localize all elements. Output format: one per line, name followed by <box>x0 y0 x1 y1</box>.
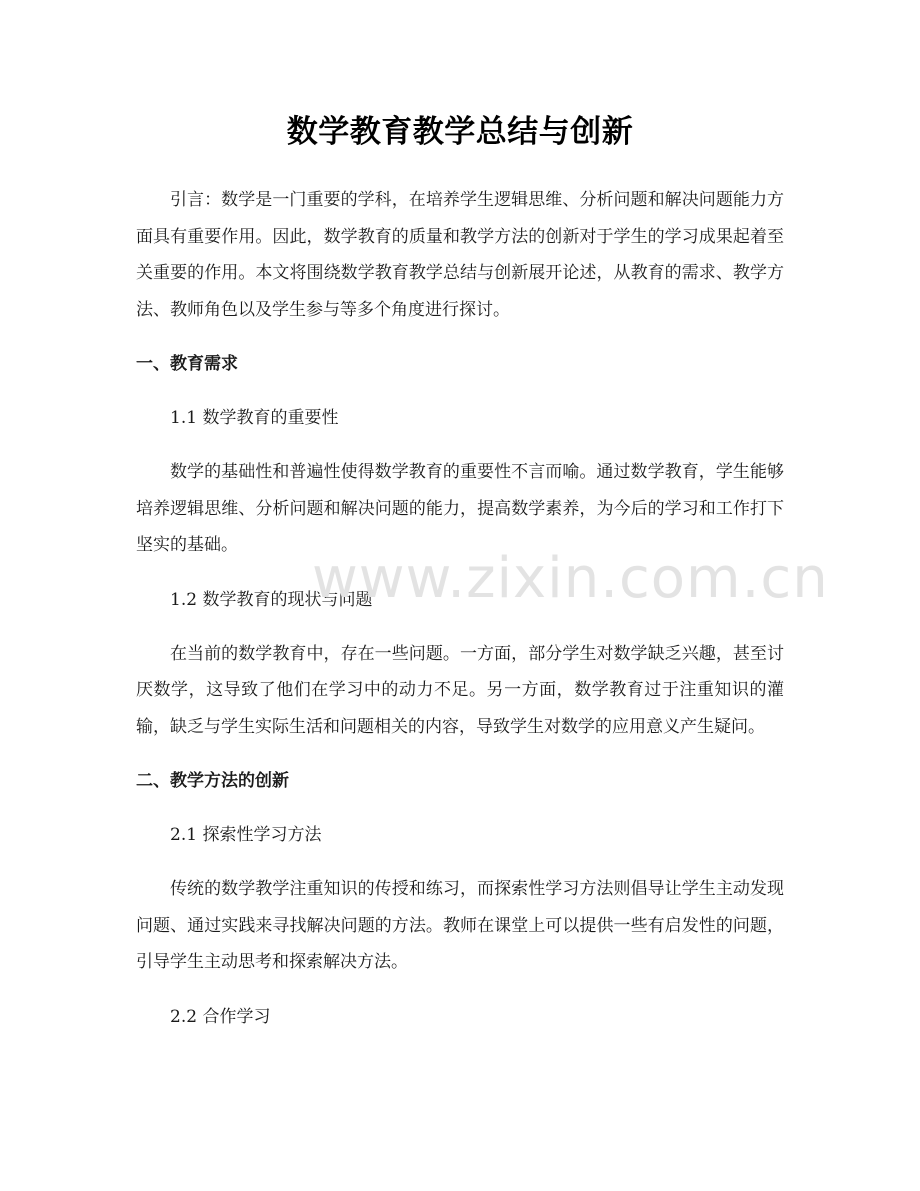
paragraph-importance: 数学的基础性和普遍性使得数学教育的重要性不言而喻。通过数学教育，学生能够培养逻辑思维、分析问题和解决问题的能力，提高数学素养，为今后的学习和工作打下坚实的基础。 <box>136 462 784 555</box>
subsection-heading-exploratory-learning: 2.1 探索性学习方法 <box>170 825 322 845</box>
paragraph-exploratory-learning: 传统的数学教学注重知识的传授和练习，而探索性学习方法则倡导让学生主动发现问题、通过实践来寻找解决问题的方法。教师在课堂上可以提供一些有启发性的问题，引导学生主动思考和探索解决方法。 <box>136 879 784 972</box>
paragraph-status-problems: 在当前的数学教育中，存在一些问题。一方面，部分学生对数学缺乏兴趣，甚至讨厌数学，这导致了他们在学习中的动力不足。另一方面，数学教育过于注重知识的灌输，缺乏与学生实际生活和问题相关的内容，导致学生对数学的应用意义产生疑问。 <box>136 643 784 737</box>
document-title: 数学教育教学总结与创新 <box>286 114 634 150</box>
section-heading-teaching-innovation: 二、教学方法的创新 <box>136 771 289 791</box>
subsection-heading-importance: 1.1 数学教育的重要性 <box>170 408 339 428</box>
watermark-text: www.zixin.com.cn <box>312 546 829 611</box>
subsection-heading-cooperative-learning: 2.2 合作学习 <box>170 1006 271 1027</box>
section-heading-education-needs: 一、教育需求 <box>136 354 238 374</box>
document-body <box>136 182 784 1053</box>
intro-paragraph: 引言：数学是一门重要的学科，在培养学生逻辑思维、分析问题和解决问题能力方面具有重要作用。因此，数学教育的质量和教学方法的创新对于学生的学习成果起着至关重要的作用。本文将围绕数学教育教学总结与创新展开论述，从教育的需求、教学方法、教师角色以及学生参与等多个角度进行探讨。 <box>136 190 784 320</box>
subsection-heading-status-problems: 1.2 数学教育的现状与问题 <box>170 589 373 610</box>
